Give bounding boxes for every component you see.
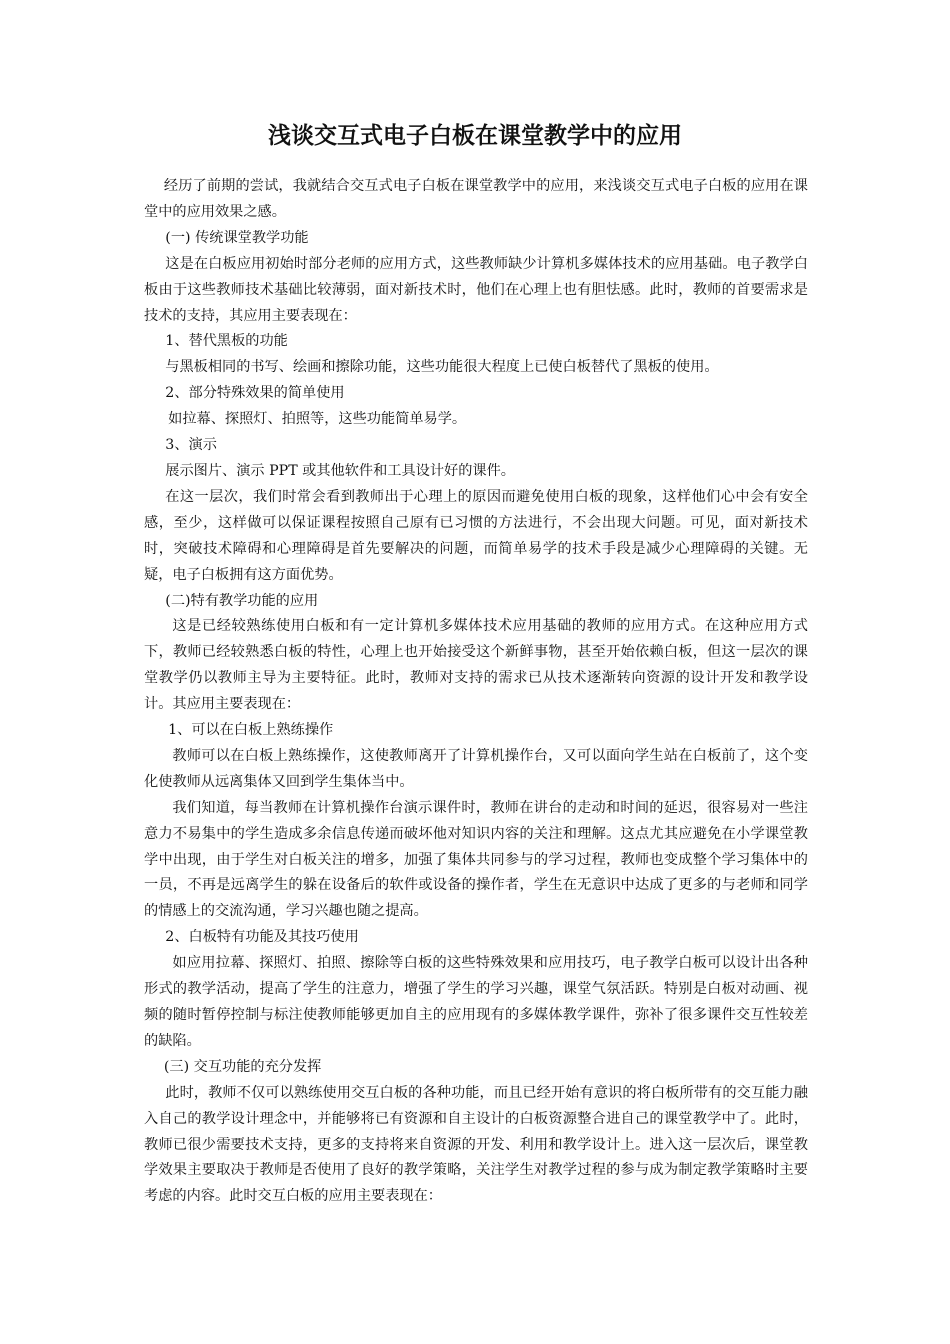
paragraph: 我们知道，每当教师在计算机操作台演示课件时，教师在讲台的走动和时间的延迟，很容易对一些注意力不易集中的学生造成多余信息传递而破坏他对知识内容的关注和理解。这点尤其应避免在小学课堂教学中出现，由于学生对白板关注的增多，加强了集体共同参与的学习过程，教师也变成整个学习集体中的一员，不再是远离学生的躲在设备后的软件或设备的操作者，学生在无意识中达成了更多的与老师和同学的情感上的交流沟通，学习兴趣也随之提高。: [144, 799, 808, 920]
paragraph: 教师可以在白板上熟练操作，这使教师离开了计算机操作台，又可以面向学生站在白板前了，这个变化使教师从远离集体又回到学生集体当中。: [144, 747, 808, 790]
list-heading: 2、部分特殊效果的简单使用: [165, 385, 345, 402]
paragraph: 在这一层次，我们时常会看到教师出于心理上的原因而避免使用白板的现象，这样他们心中会有安全感，至少，这样做可以保证课程按照自己原有已习惯的方法进行，不会出现大问题。可见，面对新技术时，突破技术障碍和心理障碍是首先要解决的问题，而简单易学的技术手段是减少心理障碍的关键。无疑，电子白板拥有这方面优势。: [144, 488, 808, 583]
list-heading: 1、替代黑板的功能: [165, 333, 288, 350]
paragraph: 这是在白板应用初始时部分老师的应用方式，这些教师缺少计算机多媒体技术的应用基础。电子教学白板由于这些教师技术基础比较薄弱，面对新技术时，他们在心理上也有胆怯感。此时，教师的首要需求是技术的支持，其应用主要表现在：: [144, 255, 808, 324]
paragraph: 与黑板相同的书写、绘画和擦除功能，这些功能很大程度上已使白板替代了黑板的使用。: [165, 359, 719, 376]
paragraph: 这是已经较熟练使用白板和有一定计算机多媒体技术应用基础的教师的应用方式。在这种应用方式下，教师已经较熟悉白板的特性，心理上也开始接受这个新鲜事物，甚至开始依赖白板，但这一层次的课堂教学仍以教师主导为主要特征。此时，教师对支持的需求已从技术逐渐转向资源的设计开发和教学设计。其应用主要表现在：: [144, 618, 808, 713]
list-heading: 2、白板特有功能及其技巧使用: [165, 929, 359, 946]
paragraph: 如应用拉幕、探照灯、拍照、擦除等白板的这些特殊效果和应用技巧，电子教学白板可以设计出各种形式的教学活动，提高了学生的注意力，增强了学生的学习兴趣，课堂气氛活跃。特别是白板对动画、视频的随时暂停控制与标注使教师能够更加自主的应用现有的多媒体教学课件，弥补了很多课件交互性较差的缺陷。: [144, 955, 808, 1049]
section-heading-2: (二)特有教学功能的应用: [165, 592, 319, 609]
document-body: [144, 174, 808, 1210]
paragraph: 如拉幕、探照灯、拍照等，这些功能简单易学。: [168, 411, 467, 428]
paragraph: 展示图片、演示 PPT 或其他软件和工具设计好的课件。: [165, 462, 515, 479]
list-heading: 1、可以在白板上熟练操作: [168, 722, 334, 739]
list-heading: 3、演示: [165, 437, 217, 454]
section-heading-1: (一) 传统课堂教学功能: [165, 229, 309, 246]
paragraph-intro: 经历了前期的尝试，我就结合交互式电子白板在课堂教学中的应用，来浅谈交互式电子白板的应用在课堂中的应用效果之感。: [144, 178, 808, 220]
document-title: 浅谈交互式电子白板在课堂教学中的应用: [268, 123, 682, 149]
section-heading-3: (三) 交互功能的充分发挥: [163, 1058, 322, 1075]
paragraph: 此时，教师不仅可以熟练使用交互白板的各种功能，而且已经开始有意识的将白板所带有的交互能力融入自己的教学设计理念中，并能够将已有资源和自主设计的白板资源整合进自己的课堂教学中了。此时，教师已很少需要技术支持，更多的支持将来自资源的开发、利用和教学设计上。进入这一层次后，课堂教学效果主要取决于教师是否使用了良好的教学策略，关注学生对教学过程的参与成为制定教学策略时主要考虑的内容。此时交互白板的应用主要表现在：: [144, 1084, 808, 1205]
